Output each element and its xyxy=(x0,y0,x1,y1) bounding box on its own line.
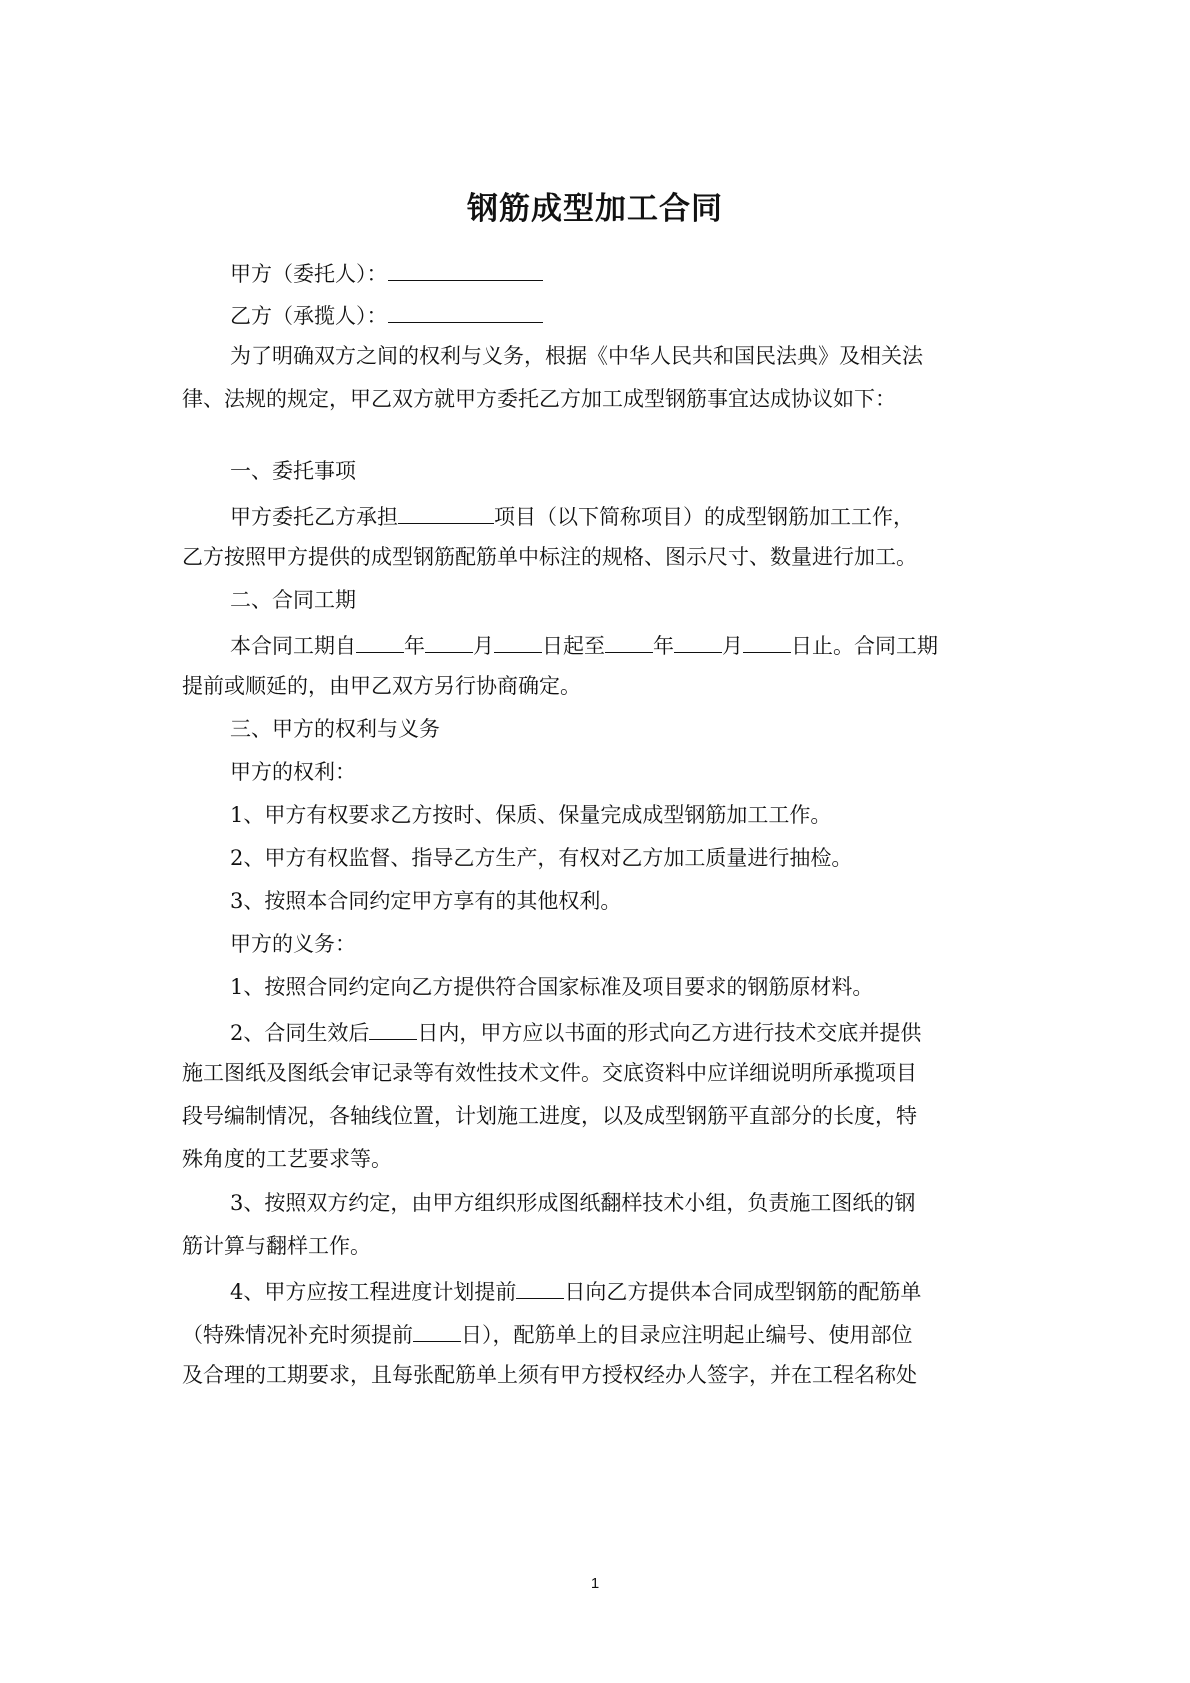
party-b-label: 乙方（承揽人）： xyxy=(230,304,388,328)
start-day-blank xyxy=(494,628,542,653)
section-3-heading: 三、甲方的权利与义务 xyxy=(230,717,440,741)
party-a-blank xyxy=(388,256,543,281)
text-segment: 日内，甲方应以书面的形式向乙方进行技术交底并提供 xyxy=(417,1021,922,1045)
text-segment: 2、合同生效后 xyxy=(230,1021,370,1045)
text-segment: 项目（以下简称项目）的成型钢筋加工工作， xyxy=(494,505,914,529)
text-segment: 4、甲方应按工程进度计划提前 xyxy=(230,1280,517,1304)
section-1-para-line-1 xyxy=(230,499,1022,529)
duty-item-4-line-2 xyxy=(182,1317,1022,1347)
duty-item-3-line-1: 3、按照双方约定，由甲方组织形成图纸翻样技术小组，负责施工图纸的钢 xyxy=(230,1191,916,1215)
days-blank xyxy=(369,1015,417,1040)
end-year-blank xyxy=(605,628,653,653)
text-segment: 日止。合同工期 xyxy=(791,634,938,658)
right-item-3: 3、按照本合同约定甲方享有的其他权利。 xyxy=(230,889,622,913)
intro-line-2: 律、法规的规定，甲乙双方就甲方委托乙方加工成型钢筋事宜达成协议如下： xyxy=(182,387,896,411)
text-segment: 日向乙方提供本合同成型钢筋的配筋单 xyxy=(564,1280,922,1304)
text-segment: 日起至 xyxy=(542,634,605,658)
text-segment: 甲方委托乙方承担 xyxy=(230,505,398,529)
start-month-blank xyxy=(425,628,473,653)
duty-item-2-line-1 xyxy=(230,1015,1022,1045)
document-title: 钢筋成型加工合同 xyxy=(467,191,723,227)
section-2-para-line-2: 提前或顺延的，由甲乙双方另行协商确定。 xyxy=(182,674,581,698)
duty-item-4-line-3: 及合理的工期要求，且每张配筋单上须有甲方授权经办人签字，并在工程名称处 xyxy=(182,1363,917,1387)
text-segment: 月 xyxy=(473,634,494,658)
party-b-blank xyxy=(388,298,543,323)
section-2-para-line-1 xyxy=(230,628,1022,658)
advance-days-blank xyxy=(516,1274,564,1299)
section-1-para-line-2: 乙方按照甲方提供的成型钢筋配筋单中标注的规格、图示尺寸、数量进行加工。 xyxy=(182,545,917,569)
duty-item-2-line-4: 殊角度的工艺要求等。 xyxy=(182,1147,392,1171)
rights-heading: 甲方的权利： xyxy=(230,760,356,784)
duty-item-1: 1、按照合同约定向乙方提供符合国家标准及项目要求的钢筋原材料。 xyxy=(230,975,874,999)
duty-item-3-line-2: 筋计算与翻样工作。 xyxy=(182,1234,371,1258)
end-day-blank xyxy=(743,628,791,653)
start-year-blank xyxy=(356,628,404,653)
text-segment: 月 xyxy=(722,634,743,658)
text-segment: 日），配筋单上的目录应注明起止编号、使用部位 xyxy=(461,1323,913,1347)
text-segment: 年 xyxy=(653,634,674,658)
text-segment: 本合同工期自 xyxy=(230,634,356,658)
supplement-days-blank xyxy=(413,1317,461,1342)
intro-line-1: 为了明确双方之间的权利与义务，根据《中华人民共和国民法典》及相关法 xyxy=(230,344,923,368)
right-item-2: 2、甲方有权监督、指导乙方生产，有权对乙方加工质量进行抽检。 xyxy=(230,846,853,870)
duty-item-2-line-2: 施工图纸及图纸会审记录等有效性技术文件。交底资料中应详细说明所承揽项目 xyxy=(182,1061,917,1085)
duty-item-2-line-3: 段号编制情况，各轴线位置，计划施工进度，以及成型钢筋平直部分的长度，特 xyxy=(182,1104,917,1128)
project-name-blank xyxy=(398,499,494,524)
text-segment: （特殊情况补充时须提前 xyxy=(182,1323,413,1347)
party-b-line xyxy=(230,298,1022,328)
text-segment: 年 xyxy=(404,634,425,658)
party-a-line xyxy=(230,256,1022,286)
duties-heading: 甲方的义务： xyxy=(230,932,356,956)
right-item-1: 1、甲方有权要求乙方按时、保质、保量完成成型钢筋加工工作。 xyxy=(230,803,832,827)
section-1-heading: 一、委托事项 xyxy=(230,459,356,483)
party-a-label: 甲方（委托人）： xyxy=(230,262,388,286)
duty-item-4-line-1 xyxy=(230,1274,1022,1304)
section-2-heading: 二、合同工期 xyxy=(230,588,356,612)
end-month-blank xyxy=(674,628,722,653)
page-number: 1 xyxy=(590,1575,600,1592)
